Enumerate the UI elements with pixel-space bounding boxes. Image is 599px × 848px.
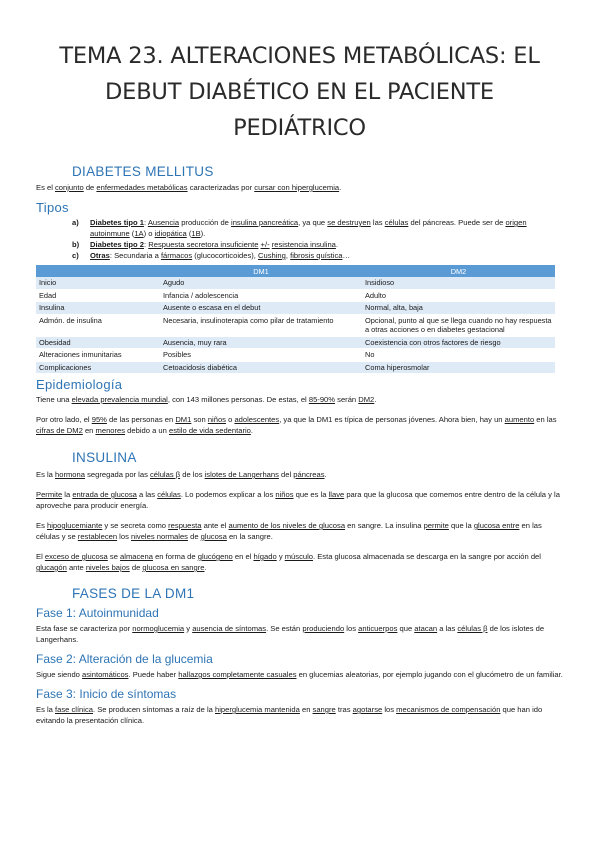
underlined-text: células — [384, 218, 409, 227]
underlined-text: origen autoinmune — [90, 218, 527, 238]
underlined-text: Respuesta secretora insuficiente — [148, 240, 259, 249]
text-run: se — [107, 552, 121, 561]
table-cell: Insulina — [36, 302, 160, 315]
text-run: en la sangre. — [226, 532, 273, 541]
table-cell: Insidioso — [362, 277, 555, 289]
text-run: ). — [200, 229, 206, 238]
text-run: caracterizadas por — [187, 183, 255, 192]
paragraph-epidemiologia-2 — [36, 414, 563, 436]
table-header — [36, 265, 160, 277]
table-cell: Necesaria, insulinoterapia como pilar de tratamiento — [160, 314, 362, 336]
text-run: . — [335, 240, 339, 249]
underlined-text: sangre — [312, 705, 336, 714]
text-run: o — [225, 415, 235, 424]
underlined-text: aumento — [504, 415, 535, 424]
underlined-text: produciendo — [302, 624, 345, 633]
text-run: en forma de — [152, 552, 198, 561]
table-cell: Cetoacidosis diabética — [160, 361, 362, 374]
text-run: y — [184, 624, 193, 633]
list-marker: b) — [72, 240, 80, 249]
paragraph-diabetes-intro — [36, 182, 563, 193]
text-run: que — [397, 624, 415, 633]
underlined-text: Otras — [90, 251, 110, 260]
text-run: serán — [335, 395, 359, 404]
text-run: Es — [36, 521, 47, 530]
underlined-text: hipoglucemiante — [46, 521, 103, 530]
underlined-text: normoglucemia — [132, 624, 185, 633]
table-row — [36, 361, 555, 374]
text-run: la — [62, 490, 73, 499]
underlined-text: niveles normales — [131, 532, 188, 541]
table-cell: Coexistencia con otros factores de riesgo — [362, 336, 555, 349]
text-run: del — [278, 470, 294, 479]
text-run: en las — [534, 415, 557, 424]
text-run: El — [36, 552, 45, 561]
underlined-text: fase clínica — [55, 705, 93, 714]
underlined-text: glucagón — [36, 563, 67, 572]
text-run: (glucocorticoides), — [192, 251, 259, 260]
table-cell: Ausente o escasa en el debut — [160, 302, 362, 315]
text-run: de — [129, 563, 143, 572]
underlined-text: células β — [457, 624, 488, 633]
text-run: Es el — [36, 183, 55, 192]
underlined-text: glucógeno — [197, 552, 233, 561]
paragraph-insulina-2 — [36, 489, 563, 511]
underlined-text: 1A — [134, 229, 144, 238]
text-run: los — [344, 624, 359, 633]
underlined-text: 85-90% — [308, 395, 336, 404]
table-row — [36, 277, 555, 289]
text-run: tras — [335, 705, 353, 714]
text-run: debido a un — [125, 426, 169, 435]
underlined-text: DM2 — [358, 395, 375, 404]
underlined-text: glucosa en sangre — [142, 563, 205, 572]
underlined-text: Ausencia — [147, 218, 180, 227]
title-line-2: DEBUT DIABÉTICO EN EL PACIENTE PEDIÁTRICO — [105, 79, 494, 141]
underlined-text: mecanismos de compensación — [396, 705, 501, 714]
underlined-text: glucosa — [200, 532, 227, 541]
underlined-text: células — [157, 490, 181, 499]
list-item-text — [90, 217, 563, 239]
underlined-text: se destruyen — [327, 218, 371, 227]
underlined-text: islotes de Langerhans — [204, 470, 279, 479]
comparison-table — [36, 265, 555, 374]
text-run: de — [83, 183, 97, 192]
table-row — [36, 336, 555, 349]
underlined-text: respuesta — [168, 521, 202, 530]
underlined-text: asintomáticos — [82, 670, 129, 679]
text-run: , ya que la DM1 es típica de personas jóvenes. Ahora bien, hay un — [279, 415, 505, 424]
text-run: . Lo podemos explicar a los — [180, 490, 276, 499]
text-run: del páncreas. Puede ser de — [408, 218, 506, 227]
underlined-text: conjunto — [55, 183, 84, 192]
paragraph-insulina-4 — [36, 551, 563, 573]
text-run: y — [276, 552, 285, 561]
text-run: . — [374, 395, 377, 404]
text-run: en el — [232, 552, 254, 561]
text-run: que han ido evitando la presentación clínica. — [36, 705, 543, 725]
text-run: … — [342, 251, 351, 260]
text-run: ( — [186, 229, 192, 238]
text-run: en las células y se — [36, 521, 542, 541]
table-row — [36, 314, 555, 336]
page-title — [36, 0, 563, 146]
heading-fase-2: Fase 2: Alteración de la glucemia — [36, 652, 213, 666]
underlined-text: niveles bajos — [85, 563, 130, 572]
text-run: y se secreta como — [102, 521, 169, 530]
text-run: . Se están — [266, 624, 303, 633]
text-run: en — [82, 426, 96, 435]
underlined-text: páncreas — [293, 470, 325, 479]
text-run: : — [144, 218, 148, 227]
text-run: . — [250, 426, 254, 435]
underlined-text: DM1 — [175, 415, 192, 424]
text-run: . Puede haber — [128, 670, 179, 679]
text-run: ( — [129, 229, 135, 238]
underlined-text: ausencia de síntomas — [192, 624, 267, 633]
underlined-text: adolescentes — [234, 415, 280, 424]
text-run: ante el — [201, 521, 229, 530]
text-run: en sangre. La insulina — [345, 521, 424, 530]
underlined-text: elevada prevalencia mundial — [71, 395, 168, 404]
list-item — [72, 217, 563, 239]
paragraph-insulina-1 — [36, 469, 563, 480]
table-cell: Infancia / adolescencia — [160, 289, 362, 302]
text-run: de los — [180, 470, 205, 479]
underlined-text: células β — [150, 470, 181, 479]
text-run: Por otro lado, el — [36, 415, 92, 424]
underlined-text: estilo de vida sedentario — [168, 426, 251, 435]
underlined-text: aumento de los niveles de glucosa — [228, 521, 346, 530]
table-cell: Admón. de insulina — [36, 314, 160, 336]
text-run: en glucemias aleatorias, por ejemplo jugando con el glucómetro de un familiar. — [296, 670, 563, 679]
paragraph-fase-2 — [36, 669, 563, 680]
text-run: . — [324, 470, 327, 479]
table-header-row — [36, 265, 555, 277]
underlined-text: resistencia insulina — [271, 240, 336, 249]
paragraph-fase-3 — [36, 704, 563, 726]
heading-epidemiologia: Epidemiología — [36, 377, 123, 392]
text-run: a las — [136, 490, 158, 499]
list-item-text — [90, 250, 350, 261]
heading-fase-3: Fase 3: Inicio de síntomas — [36, 687, 177, 701]
underlined-text: Diabetes tipo 1 — [90, 218, 145, 227]
list-item — [72, 250, 563, 261]
text-run: los — [382, 705, 397, 714]
text-run: los — [117, 532, 131, 541]
heading-tipos: Tipos — [36, 200, 69, 215]
underlined-text: insulina pancreática — [231, 218, 299, 227]
table-cell: Inicio — [36, 277, 160, 289]
underlined-text: exceso de glucosa — [44, 552, 108, 561]
list-marker: a) — [72, 218, 79, 227]
table-header: DM2 — [362, 265, 555, 277]
types-list — [36, 217, 563, 261]
text-run: , con 143 millones personas. De estas, el — [167, 395, 309, 404]
table-cell: No — [362, 349, 555, 362]
underlined-text: permite — [423, 521, 449, 530]
text-run: . Se producen síntomas a raíz de la — [93, 705, 215, 714]
text-run: ante — [66, 563, 86, 572]
table-row — [36, 289, 555, 302]
text-run: : Secundaria a — [109, 251, 161, 260]
underlined-text: fibrosis quística — [290, 251, 343, 260]
text-run: producción de — [179, 218, 232, 227]
list-item-text — [90, 239, 338, 250]
text-run: que es la — [293, 490, 329, 499]
underlined-text: niños — [275, 490, 294, 499]
text-run: para que la glucosa que comemos entre dentro de la célula y la aproveche para producir energía. — [36, 490, 560, 510]
heading-diabetes: DIABETES MELLITUS — [72, 164, 214, 179]
text-run: segregada por las — [84, 470, 150, 479]
table-cell: Obesidad — [36, 336, 160, 349]
text-run: . — [204, 563, 207, 572]
table-cell: Agudo — [160, 277, 362, 289]
text-run: Es la — [36, 705, 55, 714]
list-marker: c) — [72, 251, 79, 260]
text-run: son — [191, 415, 208, 424]
underlined-text: agotarse — [352, 705, 383, 714]
text-run: que la — [448, 521, 474, 530]
table-cell: Edad — [36, 289, 160, 302]
underlined-text: cifras de DM2 — [36, 426, 83, 435]
underlined-text: anticuerpos — [358, 624, 398, 633]
underlined-text: restablecen — [77, 532, 118, 541]
text-run: , — [285, 251, 291, 260]
heading-insulina: INSULINA — [72, 450, 137, 465]
underlined-text: Cushing — [258, 251, 286, 260]
underlined-text: hiperglucemia mantenida — [215, 705, 300, 714]
list-item — [72, 239, 563, 250]
underlined-text: +/- — [260, 240, 270, 249]
table-cell: Ausencia, muy rara — [160, 336, 362, 349]
underlined-text: menores — [95, 426, 126, 435]
table-cell: Posibles — [160, 349, 362, 362]
table-row — [36, 349, 555, 362]
underlined-text: 1B — [191, 229, 201, 238]
underlined-text: músculo — [284, 552, 314, 561]
heading-fase-1: Fase 1: Autoinmunidad — [36, 606, 159, 620]
text-run: Sigue siendo — [36, 670, 83, 679]
underlined-text: almacena — [120, 552, 153, 561]
underlined-text: glucosa entre — [473, 521, 520, 530]
underlined-text: Permite — [36, 490, 63, 499]
text-run: : — [144, 240, 149, 249]
table-header: DM1 — [160, 265, 362, 277]
table-cell: Normal, alta, baja — [362, 302, 555, 315]
text-run: de — [187, 532, 201, 541]
text-run: . Esta glucosa almacenada se descarga en la sangre por acción del — [313, 552, 541, 561]
text-run: en — [299, 705, 313, 714]
underlined-text: llave — [328, 490, 345, 499]
text-run: Esta fase se caracteriza por — [36, 624, 133, 633]
text-run: a las — [437, 624, 458, 633]
heading-fases: FASES DE LA DM1 — [72, 586, 195, 601]
underlined-text: hormona — [55, 470, 85, 479]
underlined-text: entrada de glucosa — [72, 490, 137, 499]
table-cell: Opcional, punto al que se llega cuando no hay respuesta a otras acciones o en diabetes gestacional — [362, 314, 555, 336]
text-run: las — [370, 218, 385, 227]
underlined-text: idiopática — [154, 229, 187, 238]
underlined-text: 95% — [91, 415, 107, 424]
table-cell: Adulto — [362, 289, 555, 302]
text-run: de las personas en — [106, 415, 176, 424]
table-cell: Coma hiperosmolar — [362, 361, 555, 374]
text-run: ) o — [143, 229, 155, 238]
underlined-text: cursar con hiperglucemia — [254, 183, 340, 192]
text-run: de los islotes de Langerhans. — [36, 624, 545, 644]
paragraph-insulina-3 — [36, 520, 563, 542]
underlined-text: Diabetes tipo 2 — [90, 240, 145, 249]
table-row — [36, 302, 555, 315]
underlined-text: hallazgos completamente casuales — [178, 670, 297, 679]
underlined-text: niños — [207, 415, 226, 424]
paragraph-epidemiologia-1 — [36, 394, 563, 405]
table-cell: Alteraciones inmunitarias — [36, 349, 160, 362]
text-run: Es la — [36, 470, 55, 479]
paragraph-fase-1 — [36, 623, 563, 645]
underlined-text: hígado — [253, 552, 277, 561]
text-run: . — [339, 183, 342, 192]
title-line-1: TEMA 23. ALTERACIONES METABÓLICAS: EL — [59, 43, 540, 69]
underlined-text: atacan — [414, 624, 438, 633]
underlined-text: enfermedades metabólicas — [96, 183, 188, 192]
text-run: Tiene una — [36, 395, 72, 404]
underlined-text: fármacos — [160, 251, 193, 260]
table-cell: Complicaciones — [36, 361, 160, 374]
text-run: , ya que — [298, 218, 328, 227]
